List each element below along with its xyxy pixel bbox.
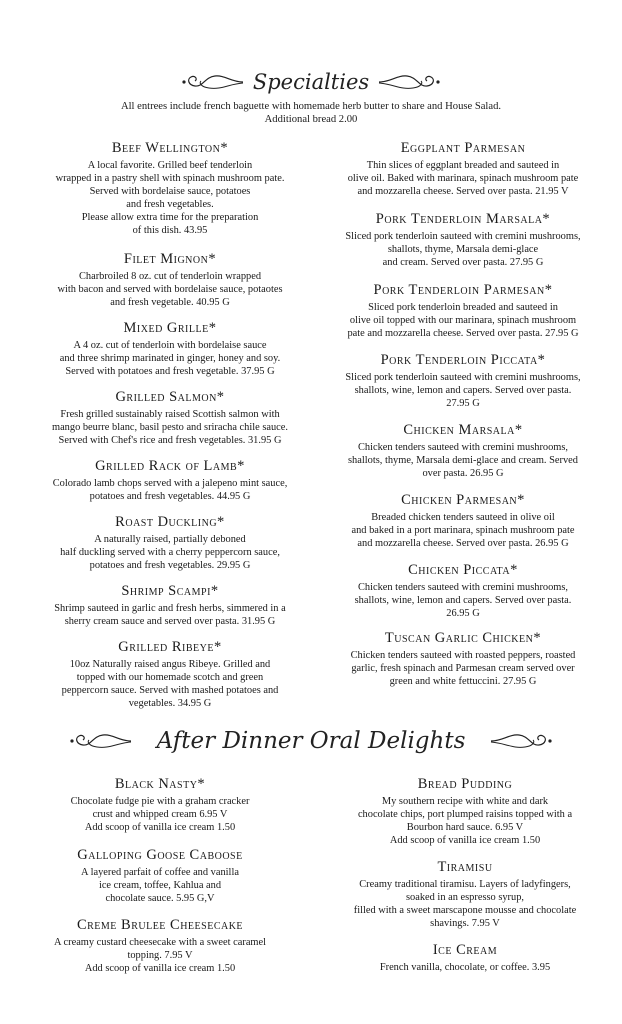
specialties-heading xyxy=(0,70,622,94)
specialties-title: Specialties xyxy=(252,70,370,94)
intro-line: All entrees include french baguette with homemade herb butter to share and House Salad. xyxy=(120,101,502,112)
item-description xyxy=(30,159,310,237)
item-name: Grilled Rack of Lamb* xyxy=(95,458,245,474)
description-line: shallots, thyme, Marsala demi-glace and cream. Served xyxy=(348,455,578,466)
flourish-left-icon xyxy=(67,730,133,752)
description-line: chocolate sauce. 5.95 G,V xyxy=(105,893,215,904)
description-line: Creamy traditional tiramisu. Layers of ladyfingers, xyxy=(359,879,571,890)
description-line: potatoes and fresh vegetables. 44.95 G xyxy=(89,491,251,502)
item-name: Tuscan Garlic Chicken* xyxy=(384,630,542,646)
specialties-right-column xyxy=(318,140,608,700)
description-line: topped with our homemade scotch and green xyxy=(76,672,264,683)
menu-item xyxy=(30,458,310,514)
description-line: Chicken tenders sauteed with cremini mushrooms, xyxy=(357,442,569,453)
description-line: crust and whipped cream 6.95 V xyxy=(92,809,228,820)
description-line: olive oil topped with our marinara, spinach mushroom xyxy=(349,315,577,326)
description-line: Fresh grilled sustainably raised Scottish salmon with xyxy=(60,409,280,420)
description-line: Add scoop of vanilla ice cream 1.50 xyxy=(84,963,236,974)
description-line: A layered parfait of coffee and vanilla xyxy=(81,867,239,878)
description-line: olive oil. Baked with marinara, spinach mushroom pate xyxy=(347,173,579,184)
item-name: Tiramisu xyxy=(437,859,493,875)
item-name: Roast Duckling* xyxy=(115,514,225,530)
item-name: Beef Wellington* xyxy=(111,140,229,156)
item-description xyxy=(318,649,608,688)
item-description xyxy=(30,477,310,503)
menu-item xyxy=(30,389,310,458)
menu-item xyxy=(318,282,608,352)
item-description xyxy=(30,270,310,309)
description-line: Add scoop of vanilla ice cream 1.50 xyxy=(84,822,236,833)
menu-item xyxy=(30,776,290,847)
description-line: shallots, thyme, Marsala demi-glace xyxy=(387,244,539,255)
specialties-intro xyxy=(0,100,622,126)
description-line: Sliced pork tenderloin sauteed with cremini mushrooms, xyxy=(345,231,581,242)
description-line: Breaded chicken tenders sauteed in olive oil xyxy=(371,512,555,523)
item-name: Filet Mignon* xyxy=(123,251,217,267)
description-line: and fresh vegetables. xyxy=(126,199,214,210)
item-description xyxy=(30,936,290,975)
description-line: shavings. 7.95 V xyxy=(430,918,500,929)
item-description xyxy=(318,371,608,410)
description-line: with bacon and served with bordelaise sauce, potaotes xyxy=(57,284,283,295)
description-line: and mozzarella cheese. Served over pasta. 21.95 V xyxy=(357,186,569,197)
description-line: 10oz Naturally raised angus Ribeye. Grilled and xyxy=(69,659,271,670)
item-name: Black Nasty* xyxy=(114,776,206,792)
desserts-left-column xyxy=(30,776,290,987)
description-line: and cream. Served over pasta. 27.95 G xyxy=(382,257,544,268)
description-line: and mozzarella cheese. Served over pasta. 26.95 G xyxy=(357,538,569,549)
description-line: garlic, fresh spinach and Parmesan cream served over xyxy=(351,663,575,674)
description-line: Chicken tenders sauteed with roasted peppers, roasted xyxy=(350,650,576,661)
item-description xyxy=(330,795,600,847)
description-line: My southern recipe with white and dark xyxy=(381,796,549,807)
description-line: potatoes and fresh vegetables. 29.95 G xyxy=(89,560,251,571)
description-line: Sliced pork tenderloin breaded and sauteed in xyxy=(368,302,558,313)
description-line: peppercorn sauce. Served with mashed potatoes and xyxy=(61,685,279,696)
item-description xyxy=(30,602,310,628)
description-line: green and white fettuccini. 27.95 G xyxy=(389,676,537,687)
flourish-right-icon xyxy=(377,71,443,93)
item-name: Grilled Ribeye* xyxy=(118,639,222,655)
description-line: mango beurre blanc, basil pesto and sriracha chile sauce. xyxy=(51,422,288,433)
item-name: Pork Tenderloin Piccata* xyxy=(380,352,546,368)
description-line: shallots, wine, lemon and capers. Served over pasta. xyxy=(354,385,572,396)
item-name: Mixed Grille* xyxy=(123,320,217,336)
description-line: sherry cream sauce and served over pasta. 31.95 G xyxy=(64,616,276,627)
item-description xyxy=(318,230,608,269)
item-description xyxy=(318,301,608,340)
menu-item xyxy=(30,917,290,987)
description-line: 26.95 G xyxy=(446,608,480,619)
description-line: and baked in a port marinara, spinach mushroom pate xyxy=(351,525,575,536)
description-line: Charbroiled 8 oz. cut of tenderloin wrapped xyxy=(78,271,262,282)
item-name: Pork Tenderloin Parmesan* xyxy=(373,282,553,298)
description-line: topping. 7.95 V xyxy=(127,950,193,961)
item-description xyxy=(330,961,600,974)
description-line: of this dish. 43.95 xyxy=(132,225,208,236)
description-line: over pasta. 26.95 G xyxy=(422,468,504,479)
item-description xyxy=(330,878,600,930)
description-line: Chocolate fudge pie with a graham cracker xyxy=(70,796,250,807)
menu-item xyxy=(30,639,310,721)
flourish-left-icon xyxy=(179,71,245,93)
menu-item xyxy=(330,859,600,942)
item-name: Ice Cream xyxy=(432,942,498,958)
menu-item xyxy=(318,630,608,700)
item-name: Grilled Salmon* xyxy=(115,389,225,405)
item-description xyxy=(318,511,608,550)
menu-item xyxy=(318,422,608,492)
desserts-title: After Dinner Oral Delights xyxy=(156,728,466,754)
description-line: ice cream, toffee, Kahlua and xyxy=(98,880,222,891)
description-line: A creamy custard cheesecake with a sweet caramel xyxy=(53,937,267,948)
item-description xyxy=(30,533,310,572)
item-name: Bread Pudding xyxy=(417,776,513,792)
intro-line: Additional bread 2.00 xyxy=(264,114,358,125)
description-line: Sliced pork tenderloin sauteed with cremini mushrooms, xyxy=(345,372,581,383)
menu-item xyxy=(318,492,608,562)
desserts-right-column xyxy=(330,776,600,974)
description-line: French vanilla, chocolate, or coffee. 3.95 xyxy=(379,962,551,973)
menu-item xyxy=(30,140,310,251)
description-line: filled with a sweet marscapone mousse and chocolate xyxy=(353,905,577,916)
menu-item xyxy=(318,562,608,630)
description-line: and fresh vegetable. 40.95 G xyxy=(110,297,230,308)
menu-item xyxy=(318,352,608,422)
menu-item xyxy=(330,942,600,974)
description-line: Add scoop of vanilla ice cream 1.50 xyxy=(389,835,541,846)
description-line: half duckling served with a cherry peppercorn sauce, xyxy=(60,547,280,558)
item-description xyxy=(30,339,310,378)
description-line: 27.95 G xyxy=(446,398,480,409)
description-line: Bourbon hard sauce. 6.95 V xyxy=(406,822,524,833)
description-line: A 4 oz. cut of tenderloin with bordelaise sauce xyxy=(73,340,267,351)
desserts-heading xyxy=(0,728,622,754)
description-line: A naturally raised, partially deboned xyxy=(94,534,246,545)
item-description xyxy=(30,408,310,447)
description-line: Chicken tenders sauteed with cremini mushrooms, xyxy=(357,582,569,593)
item-name: Galloping Goose Caboose xyxy=(77,847,243,863)
description-line: Thin slices of eggplant breaded and sauteed in xyxy=(366,160,560,171)
description-line: and three shrimp marinated in ginger, honey and soy. xyxy=(59,353,281,364)
item-name: Shrimp Scampi* xyxy=(121,583,219,599)
description-line: shallots, wine, lemon and capers. Served over pasta. xyxy=(354,595,572,606)
item-name: Chicken Piccata* xyxy=(408,562,518,578)
menu-item xyxy=(30,251,310,320)
menu-item xyxy=(30,320,310,389)
flourish-right-icon xyxy=(489,730,555,752)
item-description xyxy=(30,795,290,834)
item-name: Eggplant Parmesan xyxy=(400,140,526,156)
item-description xyxy=(318,581,608,620)
item-name: Pork Tenderloin Marsala* xyxy=(375,211,551,227)
description-line: soaked in an espresso syrup, xyxy=(405,892,525,903)
description-line: Please allow extra time for the preparation xyxy=(81,212,259,223)
item-name: Chicken Marsala* xyxy=(403,422,523,438)
menu-item xyxy=(318,140,608,211)
specialties-left-column xyxy=(30,140,310,721)
item-description xyxy=(318,159,608,198)
menu-item xyxy=(330,776,600,859)
menu-item xyxy=(30,583,310,639)
description-line: Served with potatoes and fresh vegetable. 37.95 G xyxy=(65,366,275,377)
description-line: Shrimp sauteed in garlic and fresh herbs, simmered in a xyxy=(54,603,286,614)
description-line: vegetables. 34.95 G xyxy=(128,698,212,709)
description-line: A local favorite. Grilled beef tenderloin xyxy=(87,160,253,171)
description-line: Colorado lamb chops served with a jalepeno mint sauce, xyxy=(52,478,288,489)
description-line: chocolate chips, port plumped raisins topped with a xyxy=(357,809,573,820)
item-name: Creme Brulee Cheesecake xyxy=(76,917,244,933)
description-line: pate and mozzarella cheese. Served over pasta. 27.95 G xyxy=(347,328,579,339)
item-description xyxy=(30,658,310,710)
description-line: Served with Chef's rice and fresh vegetables. 31.95 G xyxy=(58,435,282,446)
menu-item xyxy=(30,514,310,583)
item-description xyxy=(318,441,608,480)
menu-item xyxy=(30,847,290,917)
description-line: wrapped in a pastry shell with spinach mushroom pate. xyxy=(55,173,285,184)
description-line: Served with bordelaise sauce, potatoes xyxy=(89,186,251,197)
item-name: Chicken Parmesan* xyxy=(401,492,525,508)
item-description xyxy=(30,866,290,905)
menu-item xyxy=(318,211,608,282)
